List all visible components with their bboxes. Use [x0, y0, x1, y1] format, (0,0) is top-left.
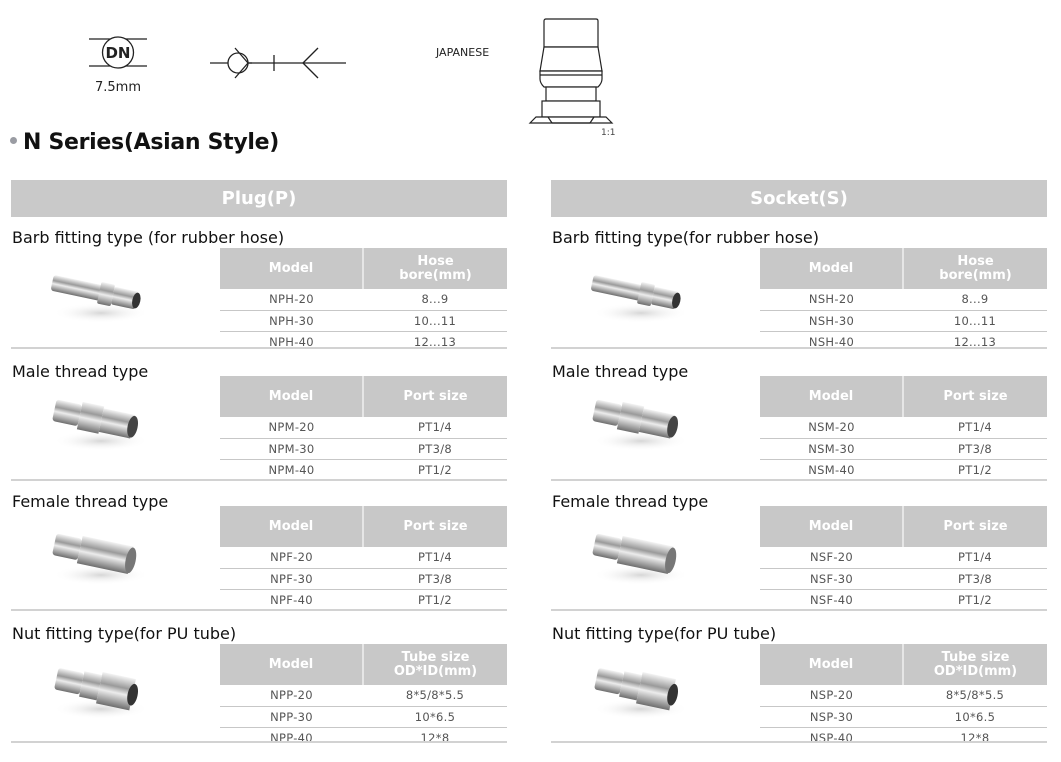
table-row [760, 727, 1047, 748]
model-column-header: Model [760, 644, 903, 685]
socket-female-thread-product-image [581, 520, 691, 590]
table-header-row [220, 644, 507, 685]
spec-column-header: Port size [363, 376, 507, 417]
table-row [760, 589, 1047, 610]
model-cell: NPM-30 [220, 438, 363, 459]
spec-cell: 12...13 [413, 334, 457, 349]
spec-cell: PT1/2 [418, 462, 452, 477]
model-cell: NSF-20 [760, 547, 903, 568]
section-title: Nut fitting type(for PU tube) [12, 624, 237, 643]
model-cell: NSH-20 [760, 289, 903, 310]
model-cell: NSM-40 [808, 462, 855, 477]
plug-male-thread-spec-table [220, 376, 507, 480]
spec-cell: 8...9 [903, 289, 1047, 310]
table-row [220, 438, 507, 459]
plug-nut-spec-table [220, 644, 507, 748]
model-column-header: Model [760, 376, 903, 417]
spec-cell: PT3/8 [903, 568, 1047, 589]
model-cell: NPF-20 [220, 547, 363, 568]
table-row [220, 685, 507, 706]
table-header-row [220, 506, 507, 547]
table-row [220, 459, 507, 480]
model-column-header: Model [220, 248, 363, 289]
table-row [760, 547, 1047, 568]
model-column-header: Model [220, 644, 363, 685]
socket-female-thread-spec-table [760, 506, 1047, 610]
table-row [220, 547, 507, 568]
socket-nut-product-image [581, 654, 691, 724]
spec-column-header: Port size [363, 506, 507, 547]
socket-male-thread-spec-table [760, 376, 1047, 480]
section-divider [551, 741, 1047, 743]
section-title: Barb fitting type(for rubber hose) [552, 228, 820, 247]
section-title: Female thread type [12, 492, 169, 511]
model-cell: NSP-20 [760, 685, 903, 706]
table-row [220, 727, 507, 748]
spec-column-header: Tube size OD*ID(mm) [903, 644, 1047, 685]
socket-nut-spec-table [760, 644, 1047, 748]
spec-column-header: Hose bore(mm) [903, 248, 1047, 289]
section-divider [551, 347, 1047, 349]
spec-cell: 12...13 [953, 334, 997, 349]
spec-column-header: Port size [903, 376, 1047, 417]
model-column-header: Model [760, 248, 903, 289]
table-row [760, 438, 1047, 459]
model-cell: NSF-40 [809, 592, 854, 607]
model-cell: NSH-30 [760, 310, 903, 331]
model-cell: NPH-20 [220, 289, 363, 310]
bullet-icon [10, 137, 17, 144]
spec-cell: 12*8 [420, 730, 450, 745]
plug-nut-product-image [41, 654, 151, 724]
scale-label: 1:1 [601, 128, 616, 138]
table-row [760, 685, 1047, 706]
section-title: Male thread type [12, 362, 149, 381]
table-header-row [220, 248, 507, 289]
model-cell: NPM-40 [268, 462, 315, 477]
quick-coupling-schematic-icon [208, 42, 348, 82]
section-title: Nut fitting type(for PU tube) [552, 624, 777, 643]
section-title: Barb fitting type (for rubber hose) [12, 228, 285, 247]
socket-barb-product-image [581, 258, 691, 328]
spec-cell: PT1/4 [363, 417, 507, 438]
dn-symbol-text: DN [105, 44, 131, 62]
socket-male-thread-product-image [581, 386, 691, 456]
model-column-header: Model [220, 506, 363, 547]
table-header-row [220, 376, 507, 417]
plug-female-thread-product-image [41, 520, 151, 590]
section-title: Female thread type [552, 492, 709, 511]
table-row [760, 568, 1047, 589]
section-divider [551, 609, 1047, 611]
model-column-header: Model [220, 376, 363, 417]
section-divider [11, 479, 507, 481]
spec-cell: PT3/8 [363, 568, 507, 589]
socket-column-header: Socket(S) [551, 180, 1047, 217]
table-header-row [760, 506, 1047, 547]
plug-female-thread-spec-table [220, 506, 507, 610]
model-cell: NPH-40 [269, 334, 314, 349]
plug-column [11, 180, 507, 745]
spec-cell: 12*8 [960, 730, 990, 745]
table-row [760, 459, 1047, 480]
section-divider [11, 609, 507, 611]
model-cell: NSP-30 [760, 706, 903, 727]
table-row [220, 289, 507, 310]
plug-column-header: Plug(P) [11, 180, 507, 217]
socket-barb-spec-table [760, 248, 1047, 352]
spec-cell: PT1/4 [363, 547, 507, 568]
spec-cell: 10*6.5 [363, 706, 507, 727]
plug-profile-drawing-icon [522, 17, 622, 125]
section-divider [11, 347, 507, 349]
table-row [760, 417, 1047, 438]
table-row [760, 289, 1047, 310]
table-header-row [760, 644, 1047, 685]
section-title: Male thread type [552, 362, 689, 381]
model-cell: NPP-40 [270, 730, 313, 745]
table-row [760, 310, 1047, 331]
spec-cell: 8*5/8*5.5 [363, 685, 507, 706]
spec-column-header: Hose bore(mm) [363, 248, 507, 289]
spec-column-header: Port size [903, 506, 1047, 547]
table-row [220, 310, 507, 331]
spec-cell: 8*5/8*5.5 [903, 685, 1047, 706]
model-cell: NSF-30 [760, 568, 903, 589]
section-divider [551, 479, 1047, 481]
model-cell: NSP-40 [809, 730, 854, 745]
series-title-text: N Series(Asian Style) [23, 130, 280, 155]
model-cell: NPP-30 [220, 706, 363, 727]
table-row [220, 706, 507, 727]
model-cell: NPF-30 [220, 568, 363, 589]
spec-cell: 8...9 [363, 289, 507, 310]
section-divider [11, 741, 507, 743]
spec-cell: PT3/8 [363, 438, 507, 459]
plug-barb-spec-table [220, 248, 507, 352]
series-title [10, 130, 279, 155]
model-column-header: Model [760, 506, 903, 547]
spec-column-header: Tube size OD*ID(mm) [363, 644, 507, 685]
model-cell: NPH-30 [220, 310, 363, 331]
model-cell: NPP-20 [220, 685, 363, 706]
spec-cell: PT3/8 [903, 438, 1047, 459]
table-row [220, 589, 507, 610]
dn-size-label: 7.5mm [94, 80, 141, 95]
spec-cell: 10*6.5 [903, 706, 1047, 727]
spec-cell: PT1/2 [418, 592, 452, 607]
spec-cell: PT1/4 [903, 547, 1047, 568]
spec-cell: 10...11 [903, 310, 1047, 331]
table-row [220, 417, 507, 438]
plug-barb-product-image [41, 258, 151, 328]
spec-cell: PT1/2 [958, 592, 992, 607]
model-cell: NPM-20 [220, 417, 363, 438]
plug-male-thread-product-image [41, 386, 151, 456]
model-cell: NPF-40 [270, 592, 313, 607]
table-header-row [760, 376, 1047, 417]
table-row [760, 706, 1047, 727]
table-header-row [760, 248, 1047, 289]
spec-cell: 10...11 [363, 310, 507, 331]
socket-column [551, 180, 1047, 745]
standard-label: JAPANESE [436, 46, 490, 59]
model-cell: NSM-30 [760, 438, 903, 459]
spec-cell: PT1/2 [958, 462, 992, 477]
model-cell: NSM-20 [760, 417, 903, 438]
spec-cell: PT1/4 [903, 417, 1047, 438]
table-row [220, 568, 507, 589]
model-cell: NSH-40 [808, 334, 855, 349]
